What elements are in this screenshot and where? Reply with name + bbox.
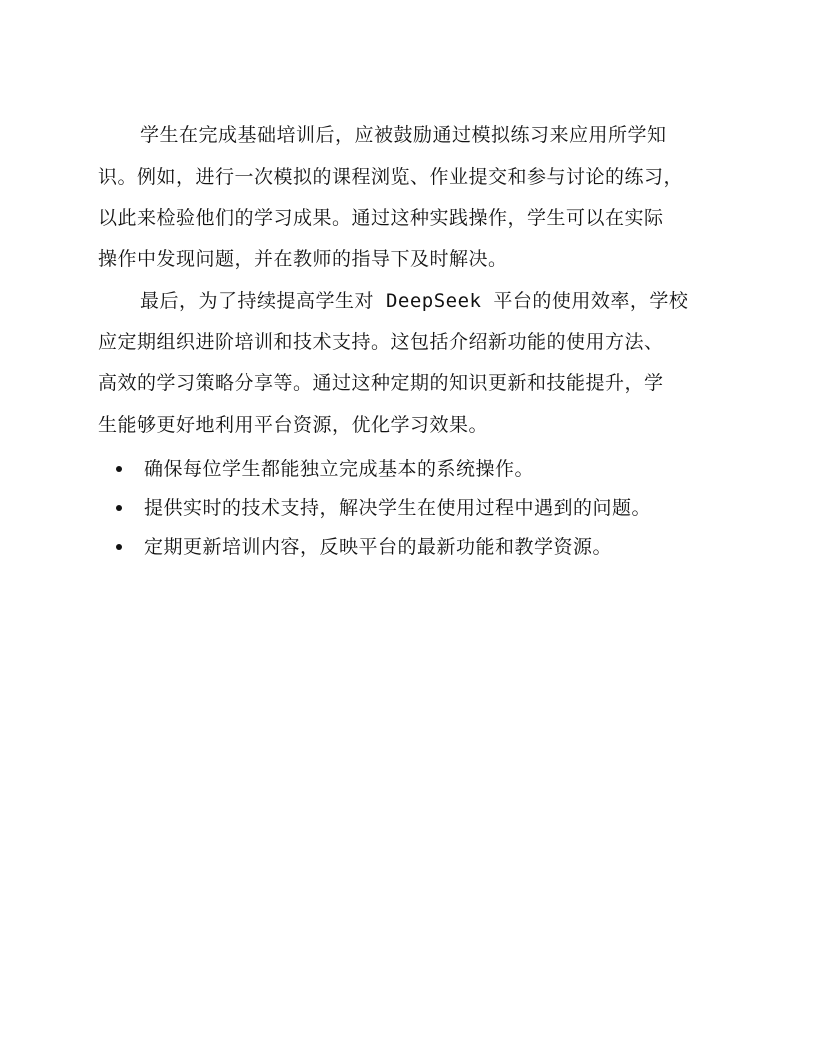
paragraph-line: 最后，为了持续提高学生对 DeepSeek 平台的使用效率，学校 [140, 290, 689, 312]
paragraph-line: 操作中发现问题，并在教师的指导下及时解决。 [98, 248, 508, 270]
paragraph-line: 识。例如，进行一次模拟的课程浏览、作业提交和参与讨论的练习， [98, 166, 684, 188]
paragraph-line: 学生在完成基础培训后，应被鼓励通过模拟练习来应用所学知 [140, 124, 667, 146]
paragraph-line: 应定期组织进阶培训和技术支持。这包括介绍新功能的使用方法、 [98, 331, 664, 353]
paragraph-line: 高效的学习策略分享等。通过这种定期的知识更新和技能提升，学 [98, 372, 664, 394]
list-item-text: 提供实时的技术支持，解决学生在使用过程中遇到的问题。 [144, 497, 652, 519]
bullet-icon [116, 544, 122, 550]
paragraph-line: 以此来检验他们的学习成果。通过这种实践操作，学生可以在实际 [98, 207, 664, 229]
list-item-text: 定期更新培训内容，反映平台的最新功能和教学资源。 [144, 536, 613, 558]
bullet-icon [116, 466, 122, 472]
bullet-icon [116, 505, 122, 511]
list-item-text: 确保每位学生都能独立完成基本的系统操作。 [144, 458, 535, 480]
paragraph-line: 生能够更好地利用平台资源，优化学习效果。 [98, 414, 489, 436]
